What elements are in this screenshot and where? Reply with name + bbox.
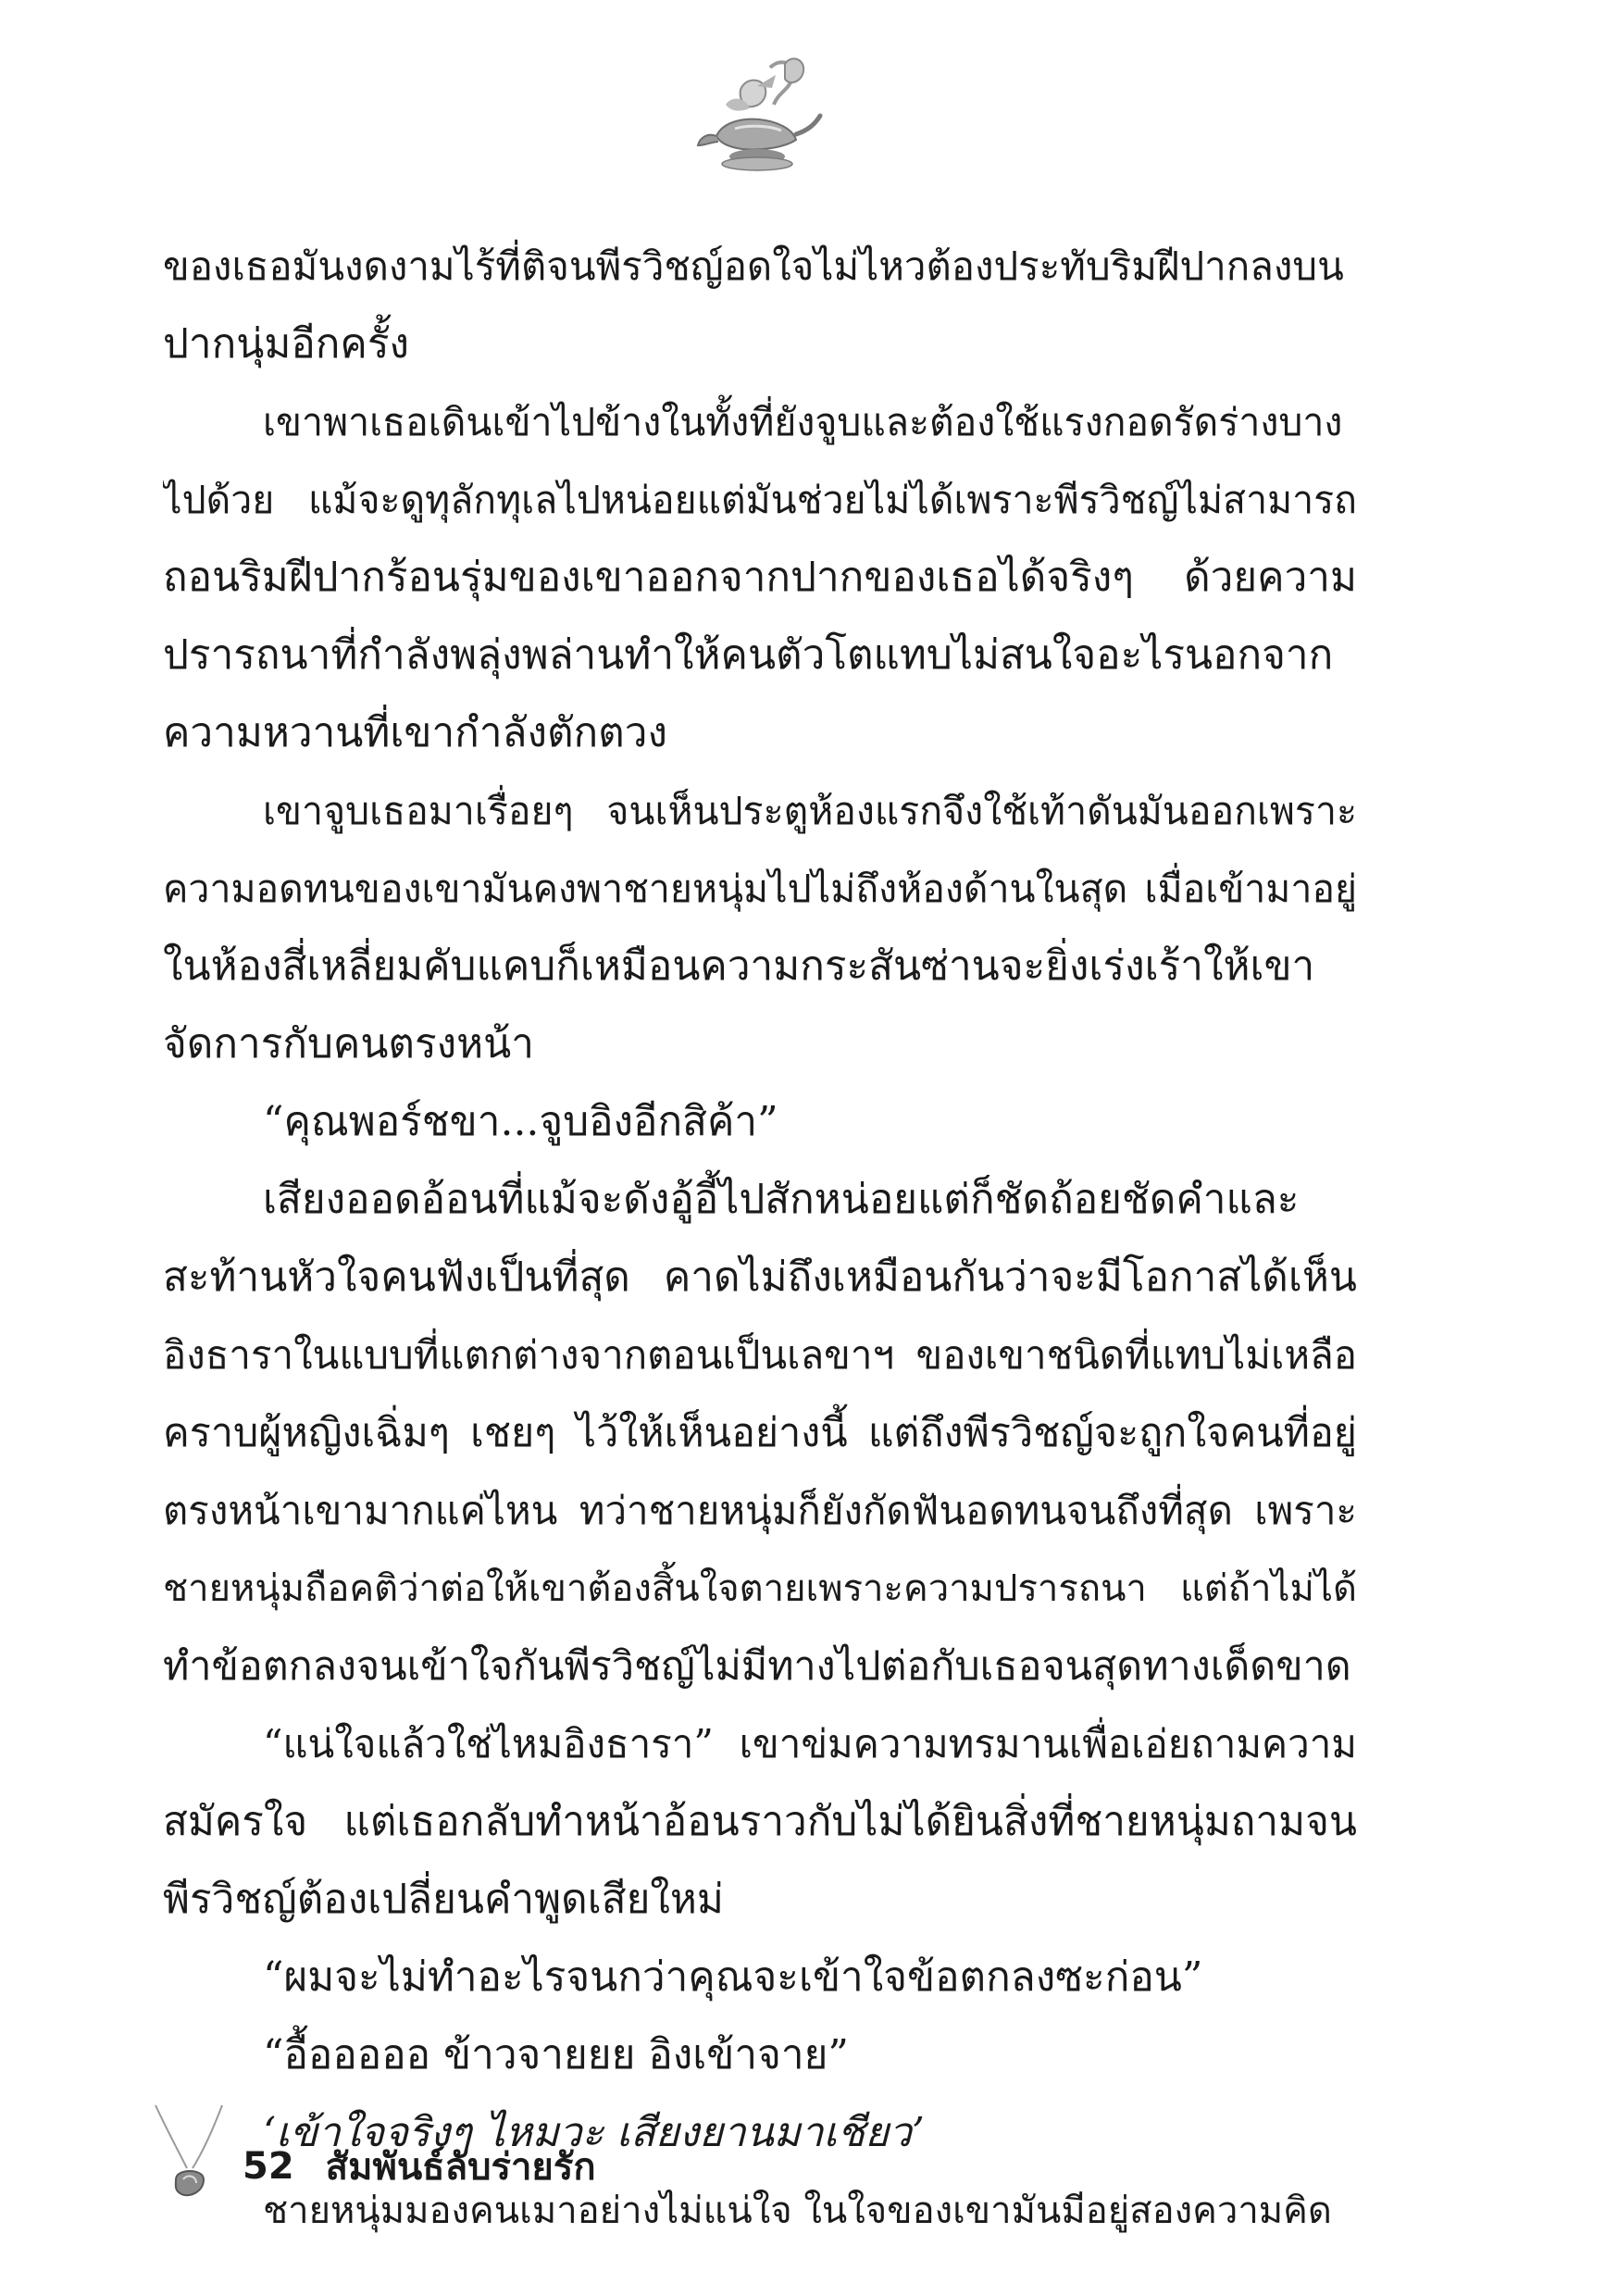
text-line: ‘เข้าใจจริงๆ ไหมวะ เสียงยานมาเชียว’ [263, 2109, 925, 2156]
text-line: สะท้านหัวใจคนฟังเป็นที่สุด คาดไม่ถึงเหมือนกันว่าจะมีโอกาสได้เห็น [163, 1254, 1357, 1301]
text-line: เสียงออดอ้อนที่แม้จะดังอู้อี้ไปสักหน่อยแต่ก็ชัดถ้อยชัดคำและ [263, 1176, 1300, 1223]
text-line: ปรารถนาที่กำลังพลุ่งพล่านทำให้คนตัวโตแทบไม่สนใจอะไรนอกจาก [163, 631, 1334, 679]
text-line: จัดการกับคนตรงหน้า [163, 1020, 534, 1067]
text-line: สมัครใจ แต่เธอกลับทำหน้าอ้อนราวกับไม่ได้ยินสิ่งที่ชายหนุ่มถามจน [163, 1798, 1357, 1845]
text-line: พีรวิชญ์ต้องเปลี่ยนคำพูดเสียใหม่ [163, 1876, 724, 1923]
text-line: เขาจูบเธอมาเรื่อยๆ จนเห็นประตูห้องแรกจึงใช้เท้าดันมันออกเพราะ [263, 789, 1357, 833]
text-line: ปากนุ่มอีกครั้ง [163, 320, 409, 368]
text-line: ความอดทนของเขามันคงพาชายหนุ่มไปไม่ถึงห้องด้านในสุด เมื่อเข้ามาอยู่ [163, 867, 1357, 911]
text-line: ทำข้อตกลงจนเข้าใจกันพีรวิชญ์ไม่มีทางไปต่อกับเธอจนสุดทางเด็ดขาด [163, 1643, 1351, 1690]
text-line: “อื้อออออ ข้าวจายยย อิงเข้าจาย” [263, 2031, 849, 2078]
page-number: 52 [243, 2145, 294, 2188]
genie-lamp-icon [685, 51, 824, 190]
text-line: ในห้องสี่เหลี่ยมคับแคบก็เหมือนความกระสันซ่านจะยิ่งเร่งเร้าให้เขา [163, 942, 1315, 990]
text-line: คราบผู้หญิงเฉิ่มๆ เชยๆ ไว้ให้เห็นอย่างนี้ แต่ถึงพีรวิชญ์จะถูกใจคนที่อยู่ [163, 1410, 1357, 1456]
text-line: ตรงหน้าเขามากแค่ไหน ทว่าชายหนุ่มก็ยังกัดฟันอดทนจนถึงที่สุด เพราะ [163, 1488, 1357, 1533]
text-line: ชายหนุ่มถือคติว่าต่อให้เขาต้องสิ้นใจตายเพราะความปรารถนา แต่ถ้าไม่ได้ [163, 1567, 1357, 1610]
pendant-necklace-icon [148, 2102, 231, 2203]
book-title: สัมพันธ์ลับร่ายรัก [325, 2146, 596, 2189]
text-line: อิงธาราในแบบที่แตกต่างจากตอนเป็นเลขาฯ ของเขาชนิดที่แทบไม่เหลือ [163, 1332, 1357, 1378]
text-line: “ผมจะไม่ทำอะไรจนกว่าคุณจะเข้าใจข้อตกลงซะก่อน” [263, 1953, 1203, 2001]
text-line: ชายหนุ่มมองคนเมาอย่างไม่แน่ใจ ในใจของเขามันมีอยู่สองความคิด [263, 2190, 1332, 2232]
text-line: ไปด้วย แม้จะดูทุลักทุเลไปหน่อยแต่มันช่วยไม่ได้เพราะพีรวิชญ์ไม่สามารถ [163, 478, 1357, 522]
text-line: “คุณพอร์ชขา...จูบอิงอีกสิค้า” [263, 1098, 778, 1145]
text-line: “แน่ใจแล้วใช่ไหมอิงธารา” เขาข่มความทรมานเพื่อเอ่ยถามความ [263, 1721, 1357, 1766]
text-line: ความหวานที่เขากำลังตักตวง [163, 709, 667, 756]
text-line: เขาพาเธอเดินเข้าไปข้างในทั้งที่ยังจูบและต้องใช้แรงกอดรัดร่างบาง [263, 400, 1343, 444]
text-line: ถอนริมฝีปากร้อนรุ่มของเขาออกจากปากของเธอได้จริงๆ ด้วยความ [163, 554, 1357, 601]
page-footer [243, 2129, 596, 2203]
body-text [163, 228, 1357, 2250]
text-line: ของเธอมันงดงามไร้ที่ติจนพีรวิชญ์อดใจไม่ไหวต้องประทับริมฝีปากลงบน [163, 243, 1344, 289]
